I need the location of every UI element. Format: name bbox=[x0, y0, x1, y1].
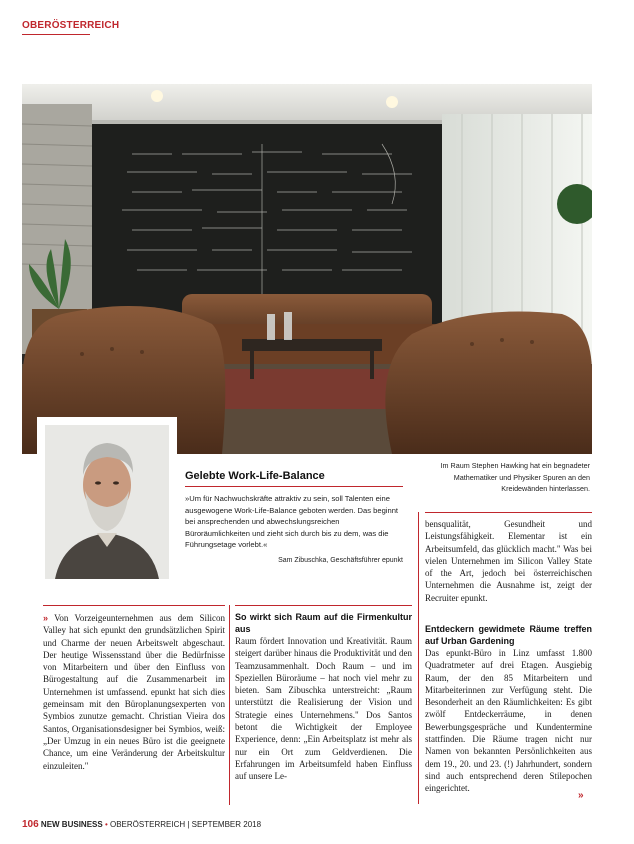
page-number: 106 bbox=[22, 819, 39, 830]
lounge-illustration bbox=[22, 84, 592, 454]
column-3-subhead: Entdeckern gewidmete Räume treffen auf Urban Gardening bbox=[425, 624, 592, 646]
continue-arrow-icon: » bbox=[578, 790, 584, 801]
article-column-3 bbox=[425, 624, 592, 795]
office-photo bbox=[22, 84, 592, 454]
quote-text: »Um für Nachwuchskräfte attraktiv zu sein, soll Talenten eine ausgewogene Work-Life-Balance geboten werden. Das beginnt bei ansprechenden und abwechslungsreichen Büroräumlichkeiten und zieht sich durch bis zu dem, was die Führungsetage vorlebt.« bbox=[185, 494, 399, 550]
column-2-subhead: So wirkt sich Raum auf die Firmenkultur aus bbox=[235, 612, 412, 634]
article-column-1 bbox=[43, 612, 225, 772]
quote-box bbox=[185, 470, 403, 564]
column-2-text: Raum fördert Innovation und Kreativität. Raum steigert darüber hinaus die Produktivität und den Teamzusammenhalt. Doch Raum – und im Speziellen Büroräume – hat noch viel mehr zu bieten. Sam Zibuschka unterstreicht: „Raum unterstützt die Realisierung der Vision und Strategie eines Unternehmens." Dos Santos betont die Wichtigkeit der Employee Experience, denn: „Ein Arbeitsplatz ist mehr als nur ein Ort zum Geldverdienen. Die Erfahrungen im Arbeitsumfeld haben Einfluss auf unsere Le- bbox=[235, 636, 412, 782]
article-column-2 bbox=[235, 612, 412, 783]
column-rule-top-2 bbox=[235, 605, 412, 606]
column-divider-1 bbox=[229, 605, 230, 805]
section-label: OBERÖSTERREICH bbox=[22, 20, 120, 31]
column-1-text: Von Vorzeigeunternehmen aus dem Silicon Valley hat sich epunkt den grundsätzlichen Spirit und Charme der neuen Arbeitswelt abgeschaut. Der heutige Wissensstand über die Bedürfnisse von Mitarbeitern und über den Einfluss von Bürogestaltung auf die Zusammenarbeit im Unternehmen ist umfassend. epunkt hat sich dies gemeinsam mit den Büroplanungsexperten von Symbios zunutze gemacht. Christian Vieira dos Santos, Organisationsdesigner bei Symbios, weiß: „Der Umzug in ein neues Büro ist die geeignete Chance, um eine Veränderung der Arbeitskultur einzuleiten." bbox=[43, 613, 225, 771]
footer-date: SEPTEMBER 2018 bbox=[191, 820, 262, 829]
portrait-photo bbox=[37, 417, 177, 587]
quote-author: Sam Zibuschka, Geschäftsführer epunkt bbox=[278, 556, 403, 564]
quote-title: Gelebte Work-Life-Balance bbox=[185, 470, 403, 487]
column-3-text: Das epunkt-Büro in Linz umfasst 1.800 Quadratmeter auf drei Etagen. Ausgiebig Raum, der den 85 Mitarbeitern und Mitarbeiterinnen zur Verfügung steht. Die Besonderheit an den Räumlichkeiten: Es gibt zwölf Entdeckerräume, in denen Bewerbungsgespräche und Kundentermine stattfinden. Die Räume tragen nicht nur Namen von bekannten Persönlichkeiten aus dem 19., 20. und 23. (!) Jahrhundert, sondern sind auch entsprechend deren Stilepochen eingerichtet. bbox=[425, 648, 592, 794]
portrait-illustration bbox=[45, 425, 169, 579]
footer-bullet: • bbox=[104, 820, 108, 829]
footer-brand: NEW BUSINESS bbox=[40, 820, 103, 829]
section-rule bbox=[22, 34, 90, 35]
footer-separator: | bbox=[187, 820, 190, 829]
start-arrow-icon: » bbox=[43, 613, 49, 623]
column-divider-2 bbox=[418, 512, 419, 804]
article-column-3-top: bensqualität, Gesundheit und Leistungsfähigkeit. Elementar ist ein Arbeitsumfeld, das glücklich macht." Was bei vielen Unternehmen im Silicon Valley State of the Art, jedoch bei österreichischen Unternehmen die Ausnahme ist, zeigt der Recruiter epunkt. bbox=[425, 519, 592, 603]
column-rule-top-3 bbox=[425, 512, 592, 513]
photo-caption: Im Raum Stephen Hawking hat ein begnadeter Mathematiker und Physiker Spuren an den Kreidewänden hinterlassen. bbox=[440, 461, 590, 493]
footer-section: OBERÖSTERREICH bbox=[110, 820, 186, 829]
column-rule-top-1 bbox=[43, 605, 225, 606]
page-footer bbox=[22, 819, 261, 830]
